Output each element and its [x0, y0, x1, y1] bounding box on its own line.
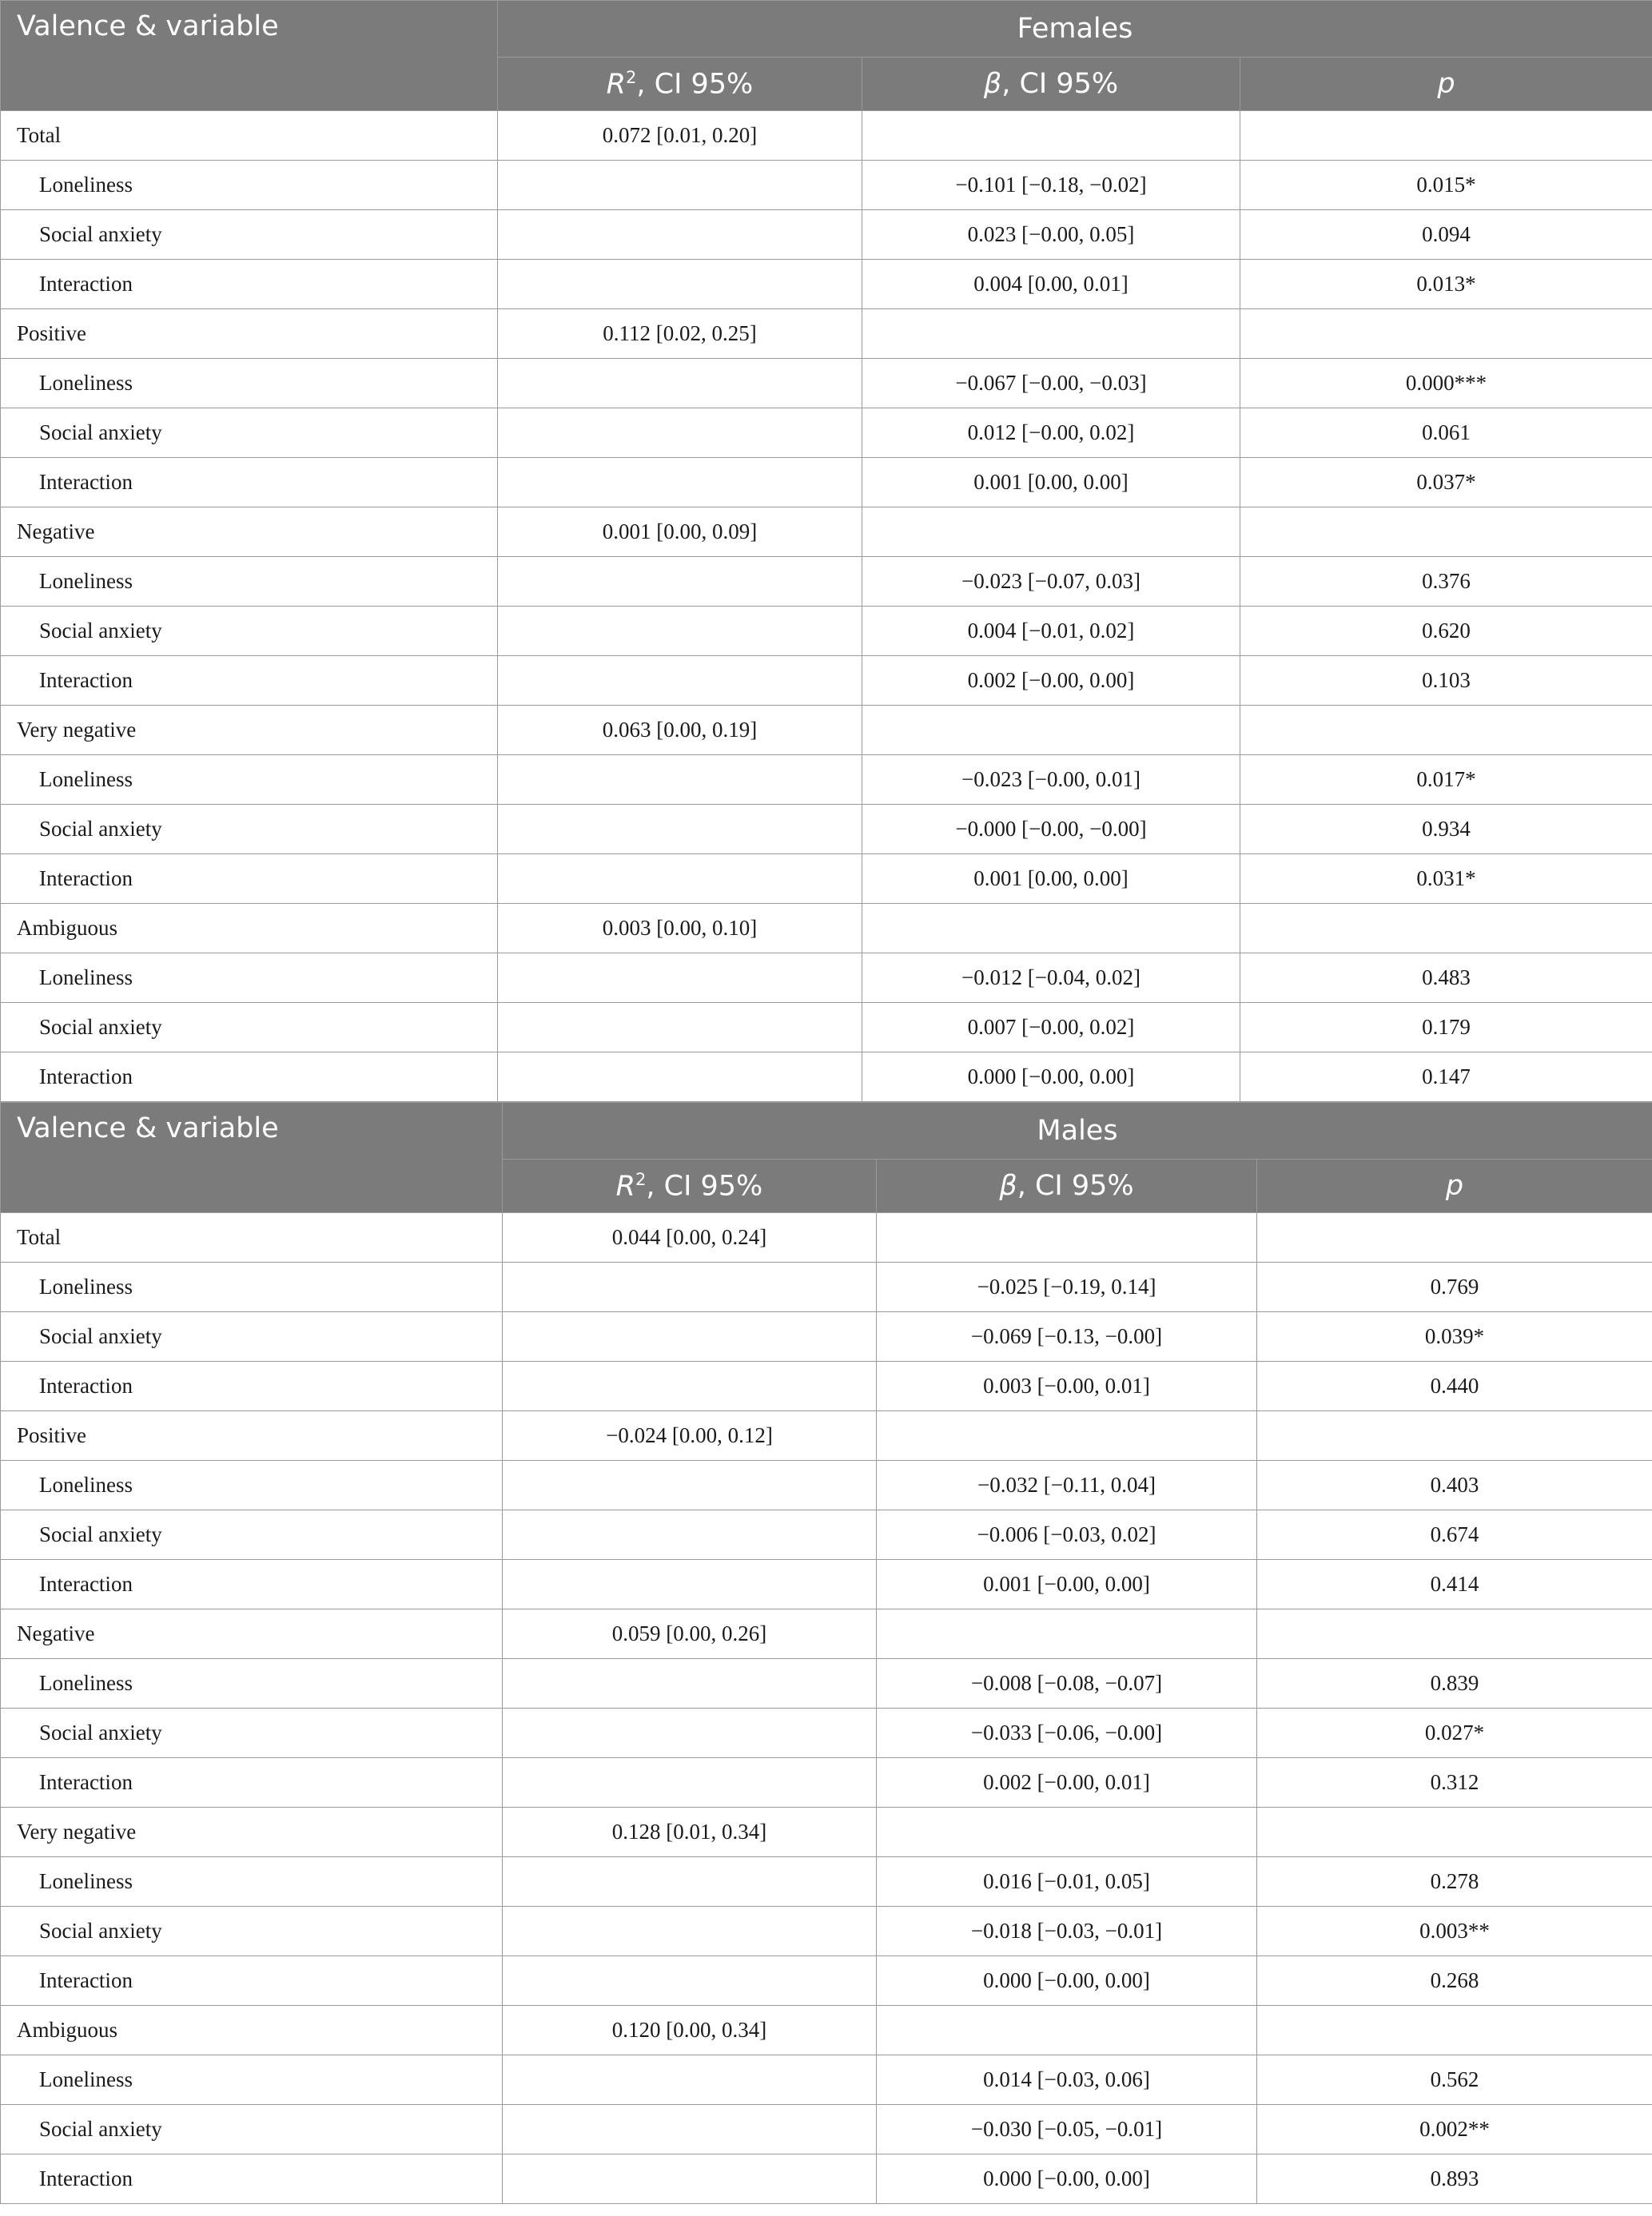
- table-row: [1, 309, 1652, 359]
- r2-cell: [503, 1461, 877, 1510]
- p-cell: 0.403: [1257, 1461, 1652, 1510]
- row-label: Loneliness: [1, 161, 498, 210]
- row-label: Interaction: [1, 458, 498, 507]
- r2-header-text: , CI 95%: [636, 68, 754, 101]
- column-header-r2: [503, 1160, 877, 1213]
- beta-cell: 0.000 [−0.00, 0.00]: [862, 1052, 1240, 1102]
- table-row: [1, 1857, 1652, 1907]
- beta-cell: −0.023 [−0.00, 0.01]: [862, 755, 1240, 805]
- row-label: Interaction: [1, 2154, 503, 2204]
- table-row: [1, 1312, 1652, 1362]
- males-table: [0, 1102, 1652, 2204]
- row-label: Very negative: [1, 1808, 503, 1857]
- table-row: [1, 458, 1652, 507]
- r2-superscript: 2: [635, 1169, 647, 1189]
- row-label: Interaction: [1, 1362, 503, 1411]
- females-table: [0, 0, 1652, 1102]
- row-label: Ambiguous: [1, 904, 498, 953]
- p-cell: [1240, 111, 1652, 161]
- column-header-beta: [862, 58, 1240, 111]
- table-row: [1, 1263, 1652, 1312]
- table-row: [1, 1461, 1652, 1510]
- row-label: Negative: [1, 1609, 503, 1659]
- column-header-p: p: [1240, 58, 1652, 111]
- row-label: Interaction: [1, 1052, 498, 1102]
- p-cell: [1240, 904, 1652, 953]
- beta-cell: [877, 1213, 1257, 1263]
- column-header-beta: [877, 1160, 1257, 1213]
- table-row: [1, 706, 1652, 755]
- beta-cell: 0.012 [−0.00, 0.02]: [862, 408, 1240, 458]
- p-cell: 0.483: [1240, 953, 1652, 1003]
- r2-cell: 0.072 [0.01, 0.20]: [498, 111, 862, 161]
- table-row: [1, 1659, 1652, 1709]
- r2-superscript: 2: [626, 67, 637, 87]
- r2-cell: [503, 1857, 877, 1907]
- table-row: [1, 1510, 1652, 1560]
- row-label: Social anxiety: [1, 1709, 503, 1758]
- row-label: Total: [1, 111, 498, 161]
- r2-cell: 0.112 [0.02, 0.25]: [498, 309, 862, 359]
- table-row: [1, 2154, 1652, 2204]
- row-label: Positive: [1, 309, 498, 359]
- r2-cell: 0.001 [0.00, 0.09]: [498, 507, 862, 557]
- table-row: [1, 953, 1652, 1003]
- row-label: Ambiguous: [1, 2006, 503, 2055]
- row-label: Interaction: [1, 656, 498, 706]
- table-row: [1, 2055, 1652, 2105]
- p-cell: 0.061: [1240, 408, 1652, 458]
- r2-cell: 0.063 [0.00, 0.19]: [498, 706, 862, 755]
- beta-cell: 0.000 [−0.00, 0.00]: [877, 2154, 1257, 2204]
- r2-cell: [503, 1709, 877, 1758]
- row-label: Interaction: [1, 260, 498, 309]
- row-label: Loneliness: [1, 557, 498, 607]
- table-row: [1, 1411, 1652, 1461]
- beta-cell: 0.001 [−0.00, 0.00]: [877, 1560, 1257, 1609]
- r2-header-text: , CI 95%: [646, 1170, 763, 1203]
- row-label: Social anxiety: [1, 1003, 498, 1052]
- p-cell: 0.562: [1257, 2055, 1652, 2105]
- r2-cell: [503, 1312, 877, 1362]
- beta-cell: 0.002 [−0.00, 0.00]: [862, 656, 1240, 706]
- p-cell: 0.179: [1240, 1003, 1652, 1052]
- p-cell: 0.440: [1257, 1362, 1652, 1411]
- table-row: [1, 260, 1652, 309]
- beta-cell: −0.030 [−0.05, −0.01]: [877, 2105, 1257, 2154]
- r2-cell: [498, 161, 862, 210]
- row-label: Interaction: [1, 854, 498, 904]
- beta-cell: 0.001 [0.00, 0.00]: [862, 458, 1240, 507]
- beta-cell: 0.001 [0.00, 0.00]: [862, 854, 1240, 904]
- p-cell: 0.103: [1240, 656, 1652, 706]
- beta-cell: 0.007 [−0.00, 0.02]: [862, 1003, 1240, 1052]
- beta-cell: [877, 2006, 1257, 2055]
- p-cell: [1257, 1411, 1652, 1461]
- r2-cell: [503, 2055, 877, 2105]
- beta-cell: −0.023 [−0.07, 0.03]: [862, 557, 1240, 607]
- beta-cell: 0.004 [−0.01, 0.02]: [862, 607, 1240, 656]
- beta-header-text: , CI 95%: [1001, 68, 1119, 100]
- row-label: Social anxiety: [1, 2105, 503, 2154]
- p-cell: 0.003**: [1257, 1907, 1652, 1956]
- r2-cell: [498, 854, 862, 904]
- table-row: [1, 1808, 1652, 1857]
- group-header-males: Males: [503, 1103, 1652, 1160]
- p-cell: 0.031*: [1240, 854, 1652, 904]
- r2-cell: −0.024 [0.00, 0.12]: [503, 1411, 877, 1461]
- p-cell: [1257, 1808, 1652, 1857]
- r2-cell: [498, 953, 862, 1003]
- p-cell: 0.039*: [1257, 1312, 1652, 1362]
- p-cell: [1240, 706, 1652, 755]
- r2-cell: [503, 1510, 877, 1560]
- r2-cell: [503, 1560, 877, 1609]
- row-label: Loneliness: [1, 1659, 503, 1709]
- group-header-females: Females: [498, 1, 1652, 58]
- p-cell: [1257, 2006, 1652, 2055]
- r2-cell: [498, 210, 862, 260]
- row-label: Social anxiety: [1, 607, 498, 656]
- beta-cell: −0.101 [−0.18, −0.02]: [862, 161, 1240, 210]
- beta-cell: −0.033 [−0.06, −0.00]: [877, 1709, 1257, 1758]
- table-row: [1, 2006, 1652, 2055]
- row-label: Loneliness: [1, 953, 498, 1003]
- p-cell: 0.893: [1257, 2154, 1652, 2204]
- beta-cell: −0.032 [−0.11, 0.04]: [877, 1461, 1257, 1510]
- r2-cell: 0.044 [0.00, 0.24]: [503, 1213, 877, 1263]
- row-label: Social anxiety: [1, 805, 498, 854]
- r2-cell: [498, 607, 862, 656]
- beta-cell: [877, 1808, 1257, 1857]
- row-label: Social anxiety: [1, 1907, 503, 1956]
- p-cell: 0.037*: [1240, 458, 1652, 507]
- beta-cell: [877, 1609, 1257, 1659]
- row-label: Loneliness: [1, 359, 498, 408]
- p-cell: 0.017*: [1240, 755, 1652, 805]
- r2-cell: 0.120 [0.00, 0.34]: [503, 2006, 877, 2055]
- r2-cell: [503, 1758, 877, 1808]
- table-row: [1, 1907, 1652, 1956]
- p-cell: 0.620: [1240, 607, 1652, 656]
- table-row: [1, 210, 1652, 260]
- beta-cell: −0.018 [−0.03, −0.01]: [877, 1907, 1257, 1956]
- table-row: [1, 1213, 1652, 1263]
- beta-symbol: β: [983, 68, 1002, 100]
- r2-cell: [498, 458, 862, 507]
- table-row: [1, 1758, 1652, 1808]
- r2-cell: [498, 557, 862, 607]
- beta-cell: [862, 904, 1240, 953]
- p-cell: 0.094: [1240, 210, 1652, 260]
- p-cell: 0.015*: [1240, 161, 1652, 210]
- p-cell: 0.376: [1240, 557, 1652, 607]
- row-label: Interaction: [1, 1956, 503, 2006]
- beta-cell: 0.023 [−0.00, 0.05]: [862, 210, 1240, 260]
- r2-cell: [503, 1956, 877, 2006]
- row-label: Loneliness: [1, 755, 498, 805]
- table-row: [1, 1362, 1652, 1411]
- table-row: [1, 1560, 1652, 1609]
- table-row: [1, 161, 1652, 210]
- table-row: [1, 507, 1652, 557]
- row-label: Social anxiety: [1, 1312, 503, 1362]
- column-header-valence: Valence & variable: [1, 1103, 503, 1213]
- p-cell: [1240, 309, 1652, 359]
- beta-cell: −0.006 [−0.03, 0.02]: [877, 1510, 1257, 1560]
- p-cell: 0.013*: [1240, 260, 1652, 309]
- table-row: [1, 408, 1652, 458]
- table-row: [1, 1609, 1652, 1659]
- row-label: Loneliness: [1, 1461, 503, 1510]
- column-header-p: p: [1257, 1160, 1652, 1213]
- p-cell: [1257, 1213, 1652, 1263]
- r2-cell: [503, 1907, 877, 1956]
- row-label: Loneliness: [1, 1857, 503, 1907]
- beta-cell: [862, 309, 1240, 359]
- beta-cell: 0.003 [−0.00, 0.01]: [877, 1362, 1257, 1411]
- row-label: Social anxiety: [1, 1510, 503, 1560]
- beta-cell: 0.002 [−0.00, 0.01]: [877, 1758, 1257, 1808]
- r2-cell: [503, 1263, 877, 1312]
- r2-cell: [503, 2105, 877, 2154]
- beta-cell: 0.004 [0.00, 0.01]: [862, 260, 1240, 309]
- p-cell: 0.312: [1257, 1758, 1652, 1808]
- column-header-valence: Valence & variable: [1, 1, 498, 111]
- table-row: [1, 656, 1652, 706]
- beta-cell: −0.067 [−0.00, −0.03]: [862, 359, 1240, 408]
- table-row: [1, 2105, 1652, 2154]
- table-row: [1, 854, 1652, 904]
- table-row: [1, 557, 1652, 607]
- table-row: [1, 1956, 1652, 2006]
- r2-symbol: R: [606, 68, 626, 101]
- row-label: Interaction: [1, 1758, 503, 1808]
- row-label: Very negative: [1, 706, 498, 755]
- r2-cell: [498, 1052, 862, 1102]
- r2-symbol: R: [615, 1170, 635, 1203]
- beta-cell: −0.012 [−0.04, 0.02]: [862, 953, 1240, 1003]
- table-row: [1, 1052, 1652, 1102]
- beta-cell: −0.069 [−0.13, −0.00]: [877, 1312, 1257, 1362]
- table-row: [1, 805, 1652, 854]
- beta-cell: 0.014 [−0.03, 0.06]: [877, 2055, 1257, 2105]
- r2-cell: [498, 408, 862, 458]
- column-header-r2: [498, 58, 862, 111]
- p-cell: 0.278: [1257, 1857, 1652, 1907]
- r2-cell: [503, 2154, 877, 2204]
- beta-header-text: , CI 95%: [1017, 1170, 1134, 1202]
- r2-cell: [498, 260, 862, 309]
- p-cell: 0.147: [1240, 1052, 1652, 1102]
- r2-cell: [498, 805, 862, 854]
- table-row: [1, 1003, 1652, 1052]
- row-label: Social anxiety: [1, 408, 498, 458]
- p-cell: 0.769: [1257, 1263, 1652, 1312]
- row-label: Positive: [1, 1411, 503, 1461]
- row-label: Interaction: [1, 1560, 503, 1609]
- row-label: Social anxiety: [1, 210, 498, 260]
- p-cell: 0.934: [1240, 805, 1652, 854]
- p-cell: [1257, 1609, 1652, 1659]
- p-cell: 0.674: [1257, 1510, 1652, 1560]
- beta-symbol: β: [999, 1170, 1017, 1202]
- table-row: [1, 607, 1652, 656]
- beta-cell: −0.025 [−0.19, 0.14]: [877, 1263, 1257, 1312]
- table-row: [1, 111, 1652, 161]
- r2-cell: [498, 755, 862, 805]
- beta-cell: [862, 706, 1240, 755]
- beta-cell: −0.000 [−0.00, −0.00]: [862, 805, 1240, 854]
- row-label: Loneliness: [1, 2055, 503, 2105]
- row-label: Loneliness: [1, 1263, 503, 1312]
- p-cell: 0.414: [1257, 1560, 1652, 1609]
- table-row: [1, 904, 1652, 953]
- table-row: [1, 755, 1652, 805]
- beta-cell: [862, 111, 1240, 161]
- beta-cell: −0.008 [−0.08, −0.07]: [877, 1659, 1257, 1709]
- r2-cell: [498, 656, 862, 706]
- r2-cell: 0.003 [0.00, 0.10]: [498, 904, 862, 953]
- r2-cell: [503, 1362, 877, 1411]
- p-cell: 0.000***: [1240, 359, 1652, 408]
- beta-cell: 0.000 [−0.00, 0.00]: [877, 1956, 1257, 2006]
- row-label: Negative: [1, 507, 498, 557]
- p-cell: [1240, 507, 1652, 557]
- p-cell: 0.839: [1257, 1659, 1652, 1709]
- row-label: Total: [1, 1213, 503, 1263]
- table-row: [1, 359, 1652, 408]
- p-cell: 0.027*: [1257, 1709, 1652, 1758]
- beta-cell: 0.016 [−0.01, 0.05]: [877, 1857, 1257, 1907]
- beta-cell: [877, 1411, 1257, 1461]
- p-cell: 0.268: [1257, 1956, 1652, 2006]
- p-cell: 0.002**: [1257, 2105, 1652, 2154]
- r2-cell: 0.128 [0.01, 0.34]: [503, 1808, 877, 1857]
- r2-cell: [498, 1003, 862, 1052]
- beta-cell: [862, 507, 1240, 557]
- table-row: [1, 1709, 1652, 1758]
- r2-cell: 0.059 [0.00, 0.26]: [503, 1609, 877, 1659]
- r2-cell: [503, 1659, 877, 1709]
- r2-cell: [498, 359, 862, 408]
